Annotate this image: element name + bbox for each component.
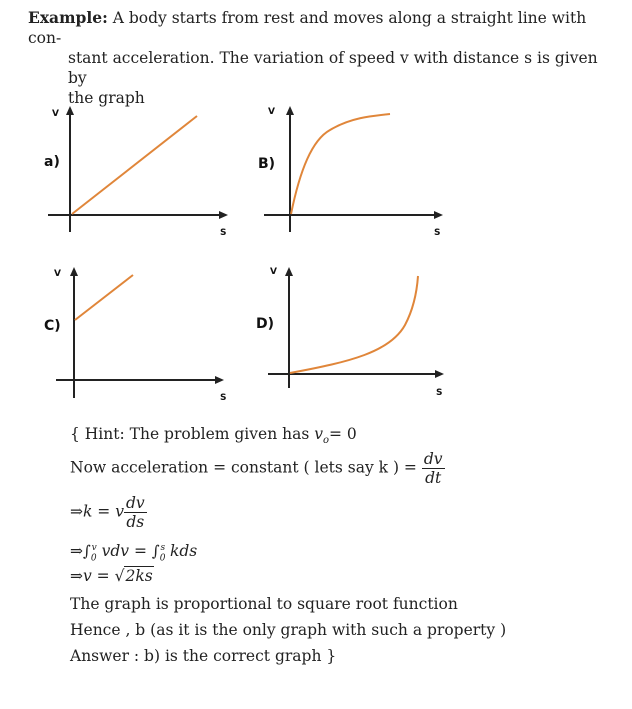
graph-b xyxy=(258,106,443,238)
graph-b-y-label: V xyxy=(268,107,275,117)
graph-a-curve xyxy=(72,116,197,214)
graph-a-y-label: V xyxy=(52,109,59,119)
graph-options xyxy=(0,90,632,410)
example-label: Example: xyxy=(28,8,108,27)
graph-d xyxy=(256,267,444,398)
hint-line-2: Now acceleration = constant ( lets say k ) = $\frac{dv}{dt}$ xyxy=(70,450,443,487)
dv-dt-fraction: $\frac{dv}{dt}$ xyxy=(423,450,443,487)
graph-d-y-arrow xyxy=(285,267,293,276)
graph-a xyxy=(44,106,228,238)
graph-c-x-label: S xyxy=(220,393,227,403)
graph-b-label: B) xyxy=(258,156,276,172)
graph-a-x-arrow xyxy=(219,211,228,219)
graph-d-curve xyxy=(290,276,418,373)
graph-c xyxy=(44,267,226,403)
graph-d-label: D) xyxy=(256,316,275,332)
graph-c-x-arrow xyxy=(215,376,224,384)
graph-a-y-arrow xyxy=(66,106,74,115)
problem-line-2: stant acceleration. The variation of speed v with distance s is given by xyxy=(68,49,598,87)
step-1: ⇒k = v $\frac{dv}{ds}$ xyxy=(70,494,145,531)
graph-a-label: a) xyxy=(44,154,60,170)
dv-ds-fraction: $\frac{dv}{ds}$ xyxy=(125,494,145,531)
graph-b-y-arrow xyxy=(286,106,294,115)
step-3: ⇒v = √2ks xyxy=(70,567,153,585)
answer-line: Answer : b) is the correct graph } xyxy=(70,647,337,665)
conclusion-line-2: Hence , b (as it is the only graph with such a property ) xyxy=(70,621,507,639)
conclusion-line-1: The graph is proportional to square root function xyxy=(70,595,458,613)
graph-c-curve xyxy=(75,275,133,320)
graph-b-curve xyxy=(291,114,390,214)
graph-b-x-arrow xyxy=(434,211,443,219)
graph-a-x-label: S xyxy=(220,228,227,238)
problem-line-3: the graph xyxy=(68,89,145,107)
graph-c-label: C) xyxy=(44,318,61,334)
step-2: $\Rightarrow\int_0^v$ vdv = $\int_0^s$ kds xyxy=(70,542,198,564)
graph-c-y-arrow xyxy=(70,267,78,276)
hint-line-1: { Hint: The problem given has $v_o= 0$ xyxy=(70,425,357,447)
graph-d-x-arrow xyxy=(435,370,444,378)
problem-line-1: A body starts from rest and moves along a straight line with con- xyxy=(28,9,587,47)
graph-c-y-label: V xyxy=(54,269,61,279)
graph-b-x-label: S xyxy=(434,228,441,238)
graph-d-y-label: V xyxy=(270,267,277,277)
graph-d-x-label: S xyxy=(436,388,443,398)
